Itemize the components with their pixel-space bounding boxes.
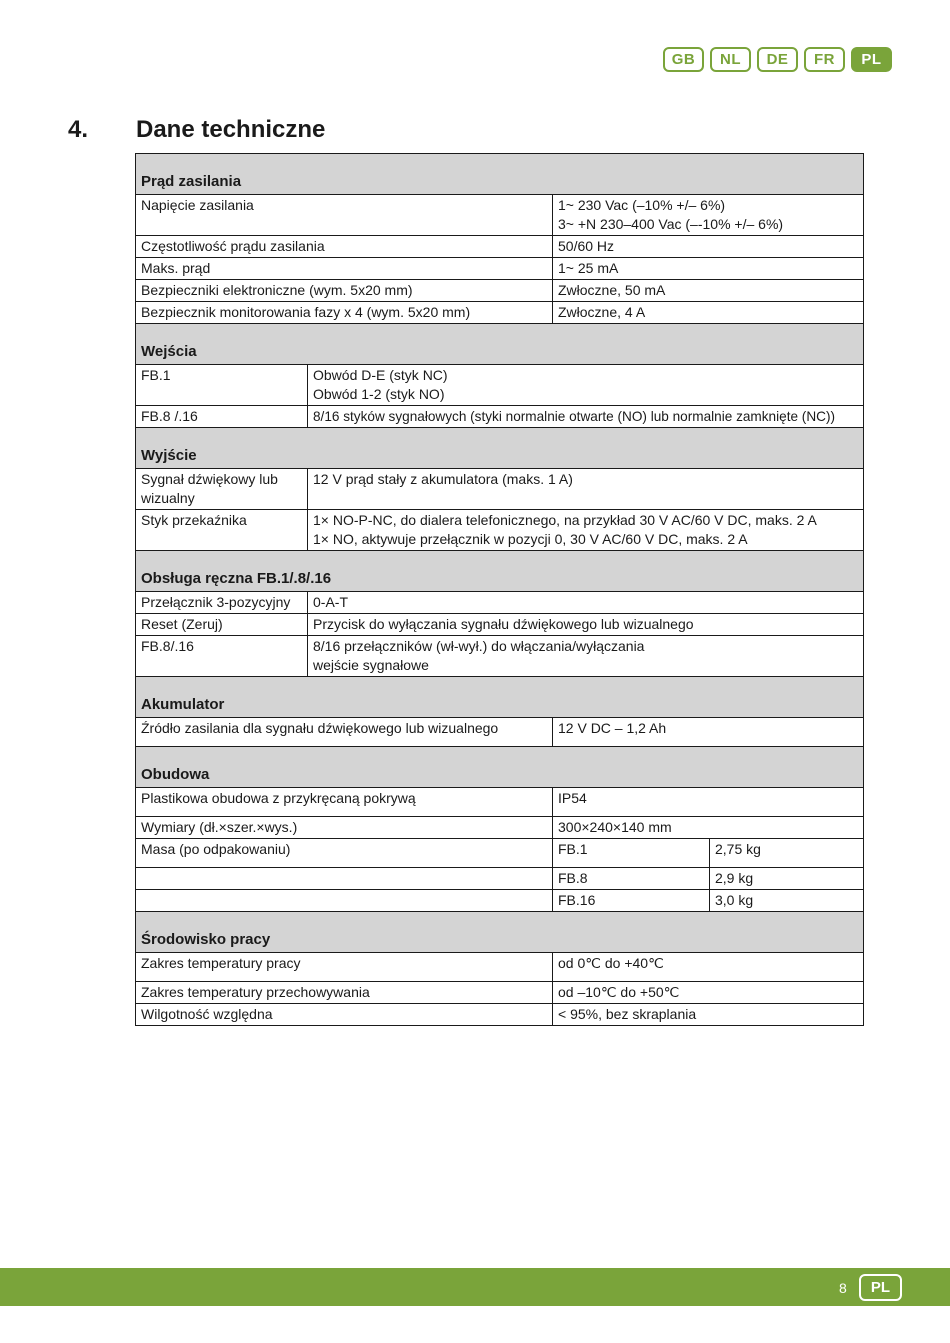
section-title: Obsługa ręczna FB.1/.8/.16 (136, 551, 864, 592)
row-value (308, 365, 864, 406)
row-value: od 0℃ do +40℃ (553, 953, 864, 982)
spec-table (135, 153, 864, 1026)
lang-tab-nl[interactable]: NL (710, 47, 751, 72)
section-heading (68, 116, 325, 144)
section-title: Obudowa (136, 747, 864, 788)
row-value (553, 195, 864, 236)
row-value: 300×240×140 mm (553, 817, 864, 839)
lang-tab-pl[interactable]: PL (851, 47, 892, 72)
row-label-empty (136, 890, 553, 912)
table-row (136, 302, 864, 324)
table-row (136, 236, 864, 258)
row-value: 12 V DC – 1,2 Ah (553, 718, 864, 747)
table-row (136, 982, 864, 1004)
table-row (136, 817, 864, 839)
table-row (136, 839, 864, 868)
row-label-empty (136, 868, 553, 890)
row-value-line: 8/16 przełączników (wł-wył.) do włączania/wyłączania (313, 638, 645, 654)
row-value: 2,9 kg (710, 868, 864, 890)
row-label: Bezpiecznik monitorowania fazy x 4 (wym. 5x20 mm) (136, 302, 553, 324)
lang-tab-de[interactable]: DE (757, 47, 798, 72)
row-label: Źródło zasilania dla sygnału dźwiękowego lub wizualnego (136, 718, 553, 747)
table-row (136, 258, 864, 280)
row-label: Wilgotność względna (136, 1004, 553, 1026)
table-row (136, 406, 864, 428)
row-value-line: 1× NO, aktywuje przełącznik w pozycji 0, 30 V AC/60 V DC, maks. 2 A (313, 531, 748, 547)
section-header-wejscia (136, 324, 864, 365)
row-value: 1~ 25 mA (553, 258, 864, 280)
row-label: Częstotliwość prądu zasilania (136, 236, 553, 258)
row-label: Bezpieczniki elektroniczne (wym. 5x20 mm) (136, 280, 553, 302)
row-label: Zakres temperatury przechowywania (136, 982, 553, 1004)
table-row (136, 614, 864, 636)
section-header-obsluga (136, 551, 864, 592)
row-value-line: wejście sygnałowe (313, 657, 429, 673)
row-value: 12 V prąd stały z akumulatora (maks. 1 A) (308, 469, 864, 510)
row-label: Napięcie zasilania (136, 195, 553, 236)
footer-bar (0, 1268, 950, 1306)
section-header-zasilanie (136, 154, 864, 195)
row-value: 50/60 Hz (553, 236, 864, 258)
footer-lang-tab: PL (859, 1274, 902, 1301)
table-row (136, 868, 864, 890)
row-label: Plastikowa obudowa z przykręcaną pokrywą (136, 788, 553, 817)
row-label: Wymiary (dł.×szer.×wys.) (136, 817, 553, 839)
section-title: Wejścia (136, 324, 864, 365)
row-variant: FB.16 (553, 890, 710, 912)
row-label: FB.8 /.16 (136, 406, 308, 428)
row-value: 0-A-T (308, 592, 864, 614)
row-label: FB.1 (136, 365, 308, 406)
table-row (136, 510, 864, 551)
heading-number: 4. (68, 116, 89, 143)
row-value: Zwłoczne, 4 A (553, 302, 864, 324)
row-value: od –10℃ do +50℃ (553, 982, 864, 1004)
row-value: 3,0 kg (710, 890, 864, 912)
row-value: 8/16 styków sygnałowych (styki normalnie otwarte (NO) lub normalnie zamknięte (NC)) (308, 406, 864, 428)
section-header-akumulator (136, 677, 864, 718)
row-value-line: Obwód 1-2 (styk NO) (313, 386, 445, 402)
row-variant: FB.8 (553, 868, 710, 890)
section-header-obudowa (136, 747, 864, 788)
table-row (136, 953, 864, 982)
row-label-line: wizualny (141, 490, 195, 506)
row-value (308, 636, 864, 677)
row-value-line: Obwód D-E (styk NC) (313, 367, 448, 383)
row-value (308, 510, 864, 551)
table-row (136, 636, 864, 677)
table-row (136, 1004, 864, 1026)
row-label: Styk przekaźnika (136, 510, 308, 551)
row-value-line: 3~ +N 230–400 Vac (–-10% +/– 6%) (558, 216, 784, 232)
row-label (136, 469, 308, 510)
heading-title: Dane techniczne (136, 116, 326, 143)
section-title: Akumulator (136, 677, 864, 718)
table-row (136, 890, 864, 912)
page-number: 8 (839, 1280, 847, 1296)
row-label: FB.8/.16 (136, 636, 308, 677)
table-row (136, 592, 864, 614)
row-value-line: 1× NO-P-NC, do dialera telefonicznego, na przykład 30 V AC/60 V DC, maks. 2 A (313, 512, 817, 528)
row-value-line: 1~ 230 Vac (–10% +/– 6%) (558, 197, 726, 213)
table-row (136, 469, 864, 510)
section-title: Wyjście (136, 428, 864, 469)
section-title: Środowisko pracy (136, 912, 864, 953)
row-value: < 95%, bez skraplania (553, 1004, 864, 1026)
row-label: Przełącznik 3-pozycyjny (136, 592, 308, 614)
row-label-line: Sygnał dźwiękowy lub (141, 471, 278, 487)
table-row (136, 788, 864, 817)
row-value: IP54 (553, 788, 864, 817)
row-value: 2,75 kg (710, 839, 864, 868)
language-tabs (663, 47, 892, 72)
row-value: Przycisk do wyłączania sygnału dźwiękowego lub wizualnego (308, 614, 864, 636)
section-header-wyjscie (136, 428, 864, 469)
table-row (136, 718, 864, 747)
table-row (136, 365, 864, 406)
section-header-srodowisko (136, 912, 864, 953)
row-label: Masa (po odpakowaniu) (136, 839, 553, 868)
table-row (136, 195, 864, 236)
row-value: Zwłoczne, 50 mA (553, 280, 864, 302)
row-label: Zakres temperatury pracy (136, 953, 553, 982)
lang-tab-gb[interactable]: GB (663, 47, 704, 72)
section-title: Prąd zasilania (136, 154, 864, 195)
lang-tab-fr[interactable]: FR (804, 47, 845, 72)
table-row (136, 280, 864, 302)
row-label: Reset (Zeruj) (136, 614, 308, 636)
row-variant: FB.1 (553, 839, 710, 868)
row-label: Maks. prąd (136, 258, 553, 280)
